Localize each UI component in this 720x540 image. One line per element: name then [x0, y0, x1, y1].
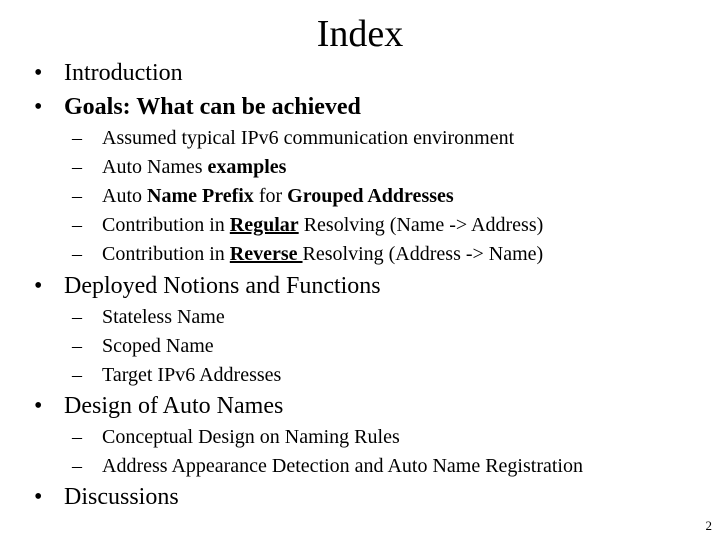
dash-icon: – — [72, 455, 82, 477]
bullet-discussions: • Discussions — [34, 484, 179, 510]
dash-icon: – — [72, 156, 82, 178]
sub-item-conceptual-design: – Conceptual Design on Naming Rules — [72, 426, 400, 448]
dash-icon: – — [72, 243, 82, 265]
sub-item-address-detection: – Address Appearance Detection and Auto Name Registration — [72, 455, 583, 477]
slide-title: Index — [316, 13, 404, 55]
bullet-introduction: • Introduction — [34, 60, 183, 86]
sub-item-stateless-name: – Stateless Name — [72, 306, 225, 328]
dash-icon: – — [72, 306, 82, 328]
sub-item-auto-names-examples: – Auto Names examples — [72, 156, 287, 178]
dash-icon: – — [72, 426, 82, 448]
bullet-icon: • — [34, 60, 43, 86]
bullet-goals: • Goals: What can be achieved — [34, 94, 361, 120]
bullet-icon: • — [34, 484, 43, 510]
sub-item-reverse-resolving: – Contribution in Reverse Resolving (Address -> Name) — [72, 243, 544, 265]
sub-item-assumed-env: – Assumed typical IPv6 communication environment — [72, 127, 515, 149]
bullet-design-auto-names: • Design of Auto Names — [34, 393, 284, 419]
sub-item-name-prefix: – Auto Name Prefix for Grouped Addresses — [72, 185, 454, 207]
bullet-icon: • — [34, 393, 43, 419]
bullet-icon: • — [34, 94, 43, 120]
dash-icon: – — [72, 185, 82, 207]
sub-item-target-addresses: – Target IPv6 Addresses — [72, 364, 282, 386]
sub-item-scoped-name: – Scoped Name — [72, 335, 214, 357]
page-number: 2 — [705, 518, 712, 533]
bullet-icon: • — [34, 273, 43, 299]
dash-icon: – — [72, 214, 82, 236]
dash-icon: – — [72, 335, 82, 357]
bullet-deployed-notions: • Deployed Notions and Functions — [34, 273, 381, 299]
dash-icon: – — [72, 127, 82, 149]
sub-item-regular-resolving: – Contribution in Regular Resolving (Name -> Address) — [72, 214, 544, 236]
dash-icon: – — [72, 364, 82, 386]
